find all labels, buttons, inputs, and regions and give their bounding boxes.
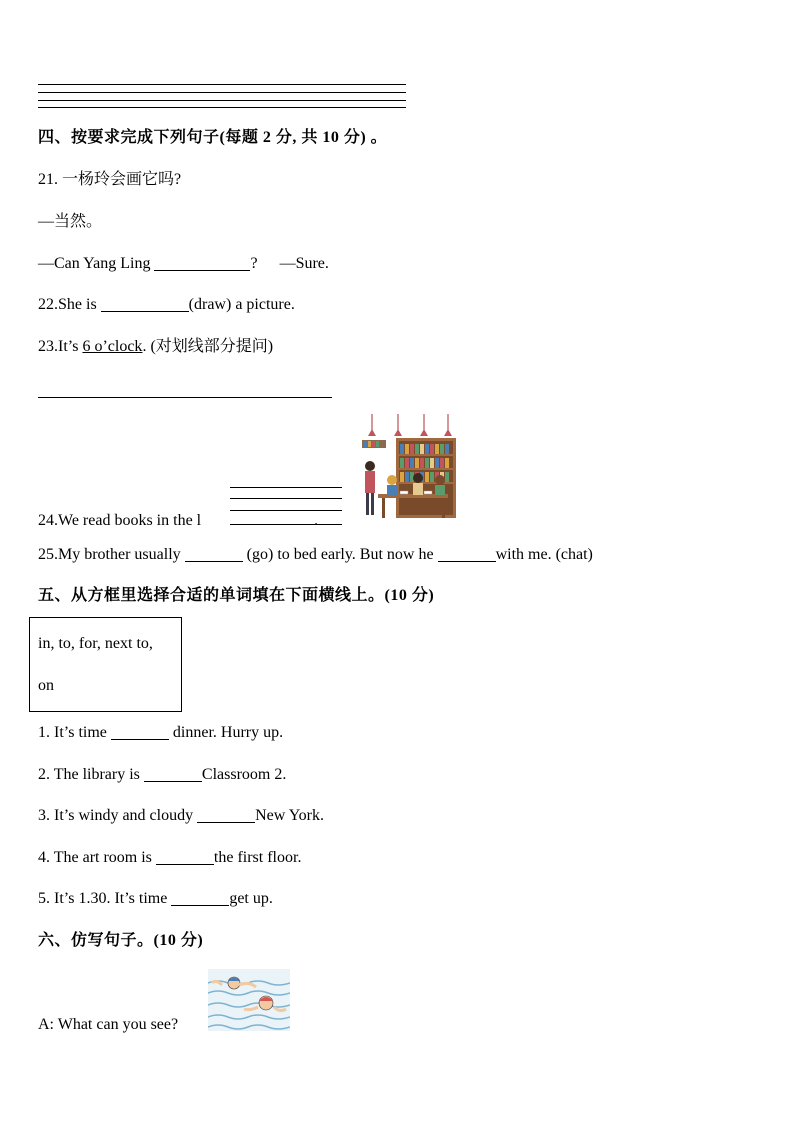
answer-line[interactable] xyxy=(38,100,406,101)
person-icon xyxy=(435,475,445,495)
reply-text: —Sure. xyxy=(279,255,329,272)
lamp-icon xyxy=(368,414,452,436)
list-item xyxy=(38,723,283,743)
sentence-text: ? xyxy=(250,255,258,272)
sentence-text: 3. It’s windy and cloudy xyxy=(38,807,198,824)
answer-blank[interactable] xyxy=(154,254,250,271)
answer-blank[interactable] xyxy=(197,806,255,823)
dialogue-line: A: What can you see? xyxy=(38,1016,179,1033)
answer-blank[interactable] xyxy=(111,723,169,740)
answer-line[interactable] xyxy=(38,92,406,93)
sentence-text: (go) to bed early. But now he xyxy=(242,546,438,563)
underlined-part: 6 o’clock xyxy=(82,338,143,355)
swimming-illustration xyxy=(208,969,290,1031)
question-21-answer-zh: —当然。 xyxy=(38,213,103,230)
person-icon xyxy=(413,473,423,495)
answer-line[interactable] xyxy=(38,84,406,85)
answer-blank[interactable] xyxy=(185,545,243,562)
answer-blank[interactable] xyxy=(438,545,496,562)
person-icon xyxy=(387,475,397,495)
sentence-text: get up. xyxy=(229,890,273,907)
person-icon xyxy=(365,461,375,515)
question-number: 22. xyxy=(38,296,58,313)
sentence-text: 4. The art room is xyxy=(38,849,156,866)
sentence-text: We read books in the l xyxy=(58,512,202,529)
writing-line[interactable] xyxy=(230,487,342,488)
sentence-text: . xyxy=(314,512,319,529)
sentence-text: (draw) a picture. xyxy=(188,296,295,313)
sentence-text: 1. It’s time xyxy=(38,724,111,741)
answer-blank[interactable] xyxy=(144,765,202,782)
sentence-text: Classroom 2. xyxy=(201,766,287,783)
sentence-text: —Can Yang Ling xyxy=(38,255,155,272)
question-22 xyxy=(38,295,295,315)
sentence-text: She is xyxy=(58,296,101,313)
question-number: 25. xyxy=(38,546,58,563)
answer-blank[interactable] xyxy=(156,848,214,865)
answer-line[interactable] xyxy=(38,397,332,398)
answer-line[interactable] xyxy=(38,107,406,108)
sentence-text: 5. It’s 1.30. It’s time xyxy=(38,890,172,907)
word-box-line: on xyxy=(38,677,54,694)
question-21-prompt xyxy=(38,170,181,190)
sentence-text: My brother usually xyxy=(58,546,185,563)
question-24 xyxy=(38,511,318,531)
list-item xyxy=(38,889,273,909)
sentence-text: . (对划线部分提问) xyxy=(142,338,274,355)
library-illustration xyxy=(360,414,458,520)
sentence-text: with me. (chat) xyxy=(495,546,593,563)
list-item xyxy=(38,765,286,785)
writing-line[interactable] xyxy=(230,498,342,499)
list-item xyxy=(38,848,301,868)
question-number: 24. xyxy=(38,512,58,529)
question-number: 21. xyxy=(38,171,58,188)
sentence-text: the first floor. xyxy=(213,849,302,866)
sentence-text: It’s xyxy=(58,338,83,355)
question-text: 一杨玲会画它吗? xyxy=(58,171,182,188)
list-item xyxy=(38,806,324,826)
word-box-line: in, to, for, next to, xyxy=(38,635,153,652)
word-box xyxy=(29,617,182,712)
question-23 xyxy=(38,337,273,357)
answer-blank[interactable] xyxy=(101,295,189,312)
sentence-text: New York. xyxy=(255,807,324,824)
question-25 xyxy=(38,545,593,565)
question-number: 23. xyxy=(38,338,58,355)
section-heading: 四、按要求完成下列句子(每题 2 分, 共 10 分) 。 xyxy=(38,129,388,146)
section-heading: 六、仿写句子。(10 分) xyxy=(38,932,204,949)
question-21-sentence xyxy=(38,254,329,274)
sentence-text: dinner. Hurry up. xyxy=(168,724,284,741)
section-heading: 五、从方框里选择合适的单词填在下面横线上。(10 分) xyxy=(38,587,435,604)
sentence-text: 2. The library is xyxy=(38,766,144,783)
answer-blank[interactable] xyxy=(171,889,229,906)
